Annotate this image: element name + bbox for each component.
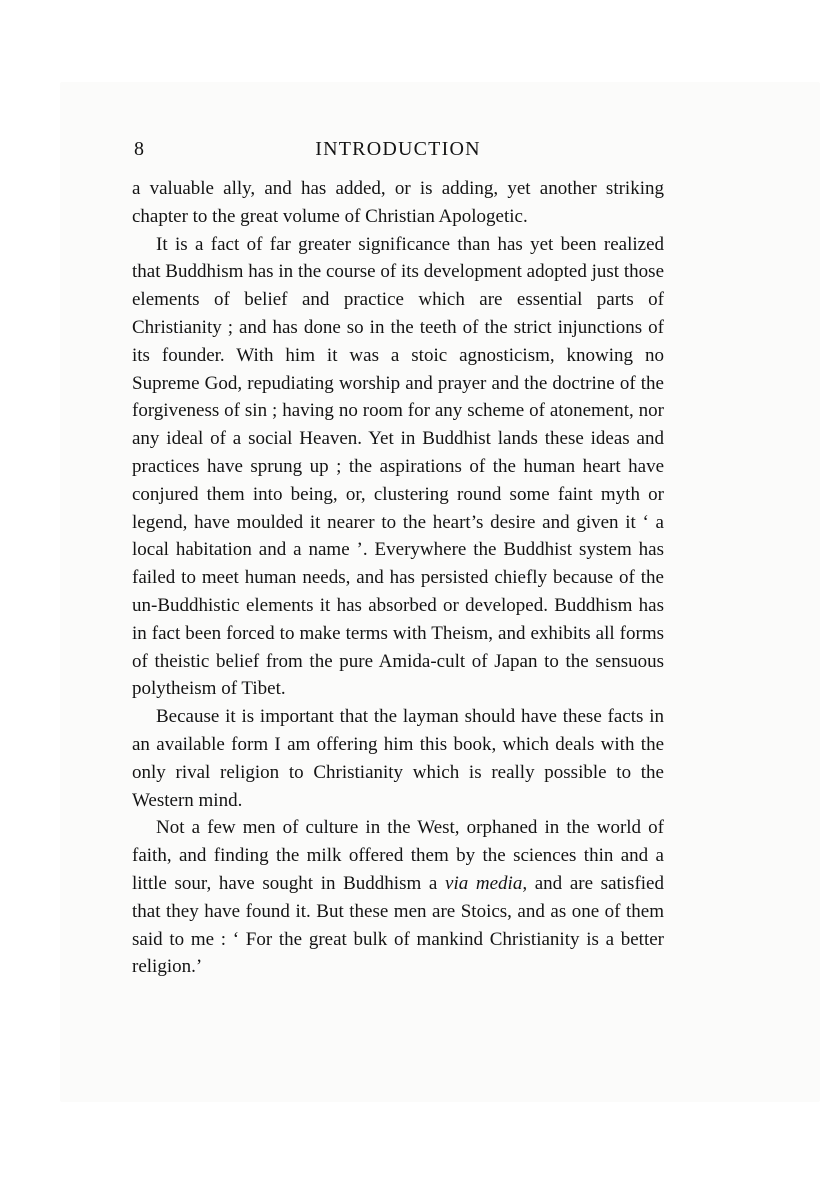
paragraph-1: a valuable ally, and has added, or is adding, yet another striking chapter to the great volume of Christian Apologetic.: [132, 178, 664, 227]
paragraph-4-text-start: Not a few men of culture in the West, orphaned in the world of faith, and finding the milk offered them by the sciences thin and a little sour, have sought in Buddhism a: [132, 817, 664, 894]
page-number: 8: [134, 138, 144, 160]
paragraph-4: [132, 814, 664, 981]
paragraph-4-text-end: and are satisfied that they have found it. But these men are Stoics, and as one of them said to me : ‘ For the great bulk of mankind Christianity is a better religion.’: [132, 872, 664, 978]
book-page: [132, 133, 664, 981]
paragraph-3: Because it is important that the layman should have these facts in an available form I am offering him this book, which deals with the only rival religion to Christianity which is really possible to the Western mind.: [132, 706, 664, 811]
paragraph-2: It is a fact of far greater significance than has yet been realized that Buddhism has in the course of its development adopted just those elements of belief and practice which are essential parts of Christianity ; and has done so in the teeth of the strict injunctions of its founder. With him it was a stoic agnosticism, knowing no Supreme God, repudiating worship and prayer and the doctrine of the forgiveness of sin ; having no room for any scheme of atonement, nor any ideal of a social Heaven. Yet in Buddhist lands these ideas and practices have sprung up ; the aspirations of the human heart have conjured them into being, or, clustering round some faint myth or legend, have moulded it nearer to the heart’s desire and given it ‘ a local habitation and a name ’. Everywhere the Buddhist system has failed to meet human needs, and has persisted chiefly because of the un-Buddhistic elements it has absorbed or developed. Buddhism has in fact been forced to make terms with Theism, and exhibits all forms of theistic belief from the pure Amida-cult of Japan to the sensuous polytheism of Tibet.: [132, 233, 664, 700]
running-title: INTRODUCTION: [315, 138, 481, 160]
running-head: [132, 133, 664, 165]
paragraph-4-italic-term: via media,: [445, 872, 528, 894]
